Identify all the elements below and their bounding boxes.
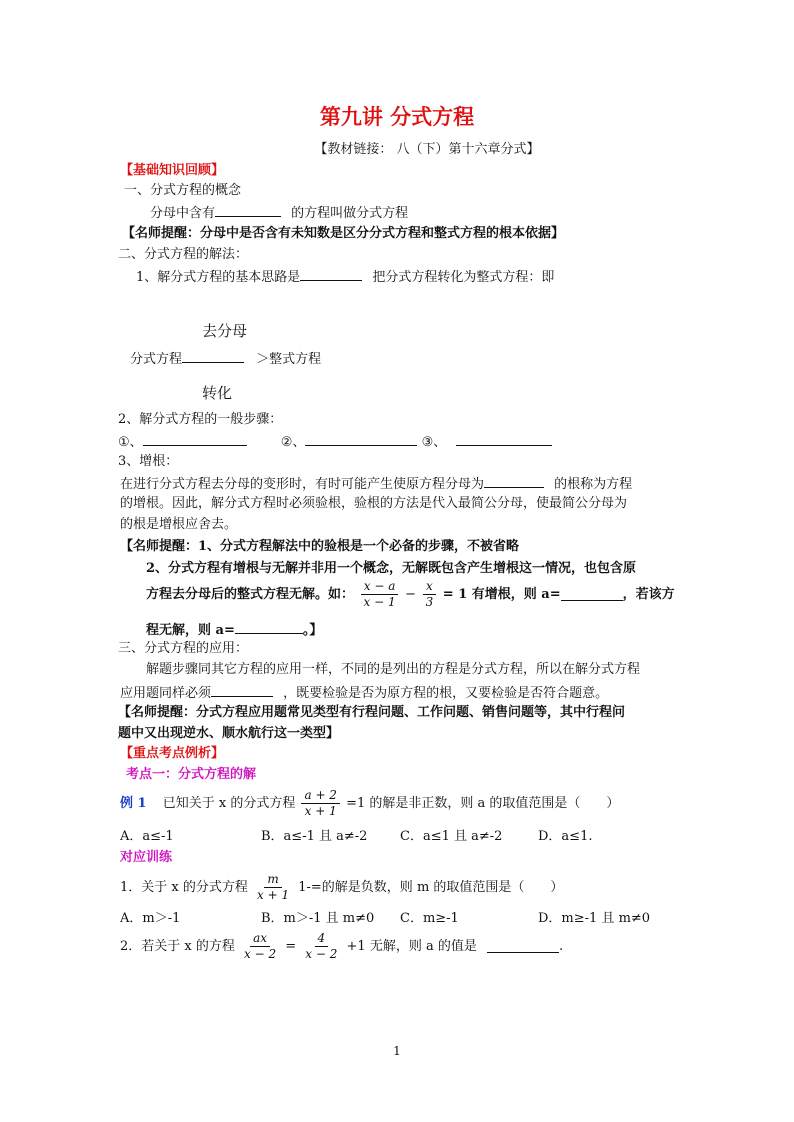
- teacher-tip-2-line-2: 2、分式方程有增根与无解并非用一个概念，无解既包含产生增根这一情况，也包含原: [146, 561, 637, 576]
- fraction-a-plus-2: [301, 789, 339, 818]
- page-number: 1: [393, 1044, 401, 1058]
- teacher-tip-1: 【名师提醒：分母中是否含有未知数是区分分式方程和整式方程的根本依据】: [122, 226, 565, 241]
- example-1: [120, 789, 619, 818]
- application-text-1: 解题步骤同其它方程的应用一样，不同的是列出的方程是分式方程，所以在解分式方程: [146, 662, 641, 677]
- teacher-tip-2-line-4: [146, 621, 322, 639]
- question-1-option-c[interactable]: C．m≥-1: [400, 911, 459, 926]
- fraction-numerator: a + 2: [301, 789, 339, 804]
- fraction-denominator: x − 2: [305, 947, 338, 962]
- fraction-numerator: ax: [250, 932, 270, 947]
- flow-line: [130, 350, 321, 368]
- practice-heading: 对应训练: [120, 850, 173, 865]
- step-1-blank[interactable]: [143, 433, 247, 446]
- answer-blank[interactable]: [561, 588, 623, 601]
- fraction-ax-over-x-minus-2: [241, 932, 279, 961]
- question-2-text-b: +1 无解，则 a 的值是: [346, 938, 477, 954]
- flow-label-bottom: 转化: [202, 384, 233, 402]
- answer-blank[interactable]: [211, 684, 273, 697]
- fraction-numerator: x − a: [361, 580, 399, 595]
- step-3-blank[interactable]: [456, 433, 552, 446]
- textbook-link: 【教材链接： 八（下）第十六章分式】: [314, 142, 540, 157]
- fraction-numerator: x: [423, 580, 436, 595]
- tip2-text-d: 程无解，则 a=: [146, 623, 235, 638]
- section-basic-heading: 【基础知识回顾】: [120, 163, 225, 178]
- definition-text-b: 的方程叫做分式方程: [291, 206, 409, 221]
- method-line: [136, 268, 554, 286]
- example-1-text-b: =1 的解是非正数，则 a 的取值范围是（ ）: [346, 795, 620, 811]
- section-3-heading: 三、分式方程的应用：: [118, 641, 249, 656]
- example-1-option-c[interactable]: C．a≤1 且 a≠-2: [400, 829, 503, 844]
- section-2-heading: 二、分式方程的解法：: [118, 247, 249, 262]
- fraction-denominator: 3: [425, 595, 434, 610]
- flow-right: ＞整式方程: [256, 352, 322, 367]
- example-1-option-d[interactable]: D．a≤1.: [538, 829, 593, 844]
- key-point-1: 考点一：分式方程的解: [126, 767, 257, 782]
- teacher-tip-3-line-2: 题中又出现逆水、顺水航行这一类型】: [118, 726, 340, 741]
- answer-blank[interactable]: [484, 475, 544, 488]
- equals-sign: =: [285, 938, 297, 954]
- flow-left: 分式方程: [130, 352, 183, 367]
- application-text-2: [120, 684, 608, 702]
- question-2: [120, 932, 563, 961]
- fraction-denominator: x − 1: [363, 595, 396, 610]
- question-1: [120, 873, 563, 902]
- method-text-b: 把分式方程转化为整式方程：即: [372, 270, 555, 285]
- extraneous-text-3: 的根是增根应舍去。: [120, 517, 238, 532]
- example-1-text-a: 已知关于 x 的分式方程: [162, 795, 296, 811]
- example-1-option-a[interactable]: A．a≤-1: [120, 829, 174, 844]
- fraction-denominator: x − 2: [244, 947, 277, 962]
- steps-line: [118, 433, 552, 451]
- section-key-heading: 【重点考点例析】: [120, 746, 225, 761]
- flow-label-top: 去分母: [202, 322, 248, 340]
- step-2-label: ②、: [280, 435, 306, 450]
- question-2-text-a: 2．若关于 x 的方程: [120, 938, 235, 954]
- minus-sign: −: [405, 586, 417, 602]
- method-text-a: 1、解分式方程的基本思路是: [136, 270, 301, 285]
- fraction-x-over-3: [423, 580, 437, 609]
- definition-line: [150, 204, 408, 222]
- question-2-end: .: [558, 938, 564, 954]
- extraneous-root-heading: 3、增根：: [118, 454, 179, 469]
- tip2-text-c: ，若该方: [622, 586, 675, 602]
- fraction-4-over-x-minus-2: [302, 932, 340, 961]
- fraction-numerator: 4: [315, 932, 329, 947]
- application-text-2a: 应用题同样必须: [120, 686, 212, 701]
- extraneous-text-1: [120, 475, 632, 493]
- question-1-option-a[interactable]: A．m＞-1: [120, 911, 181, 926]
- teacher-tip-2-line-3: [146, 580, 675, 609]
- page-title: 第九讲 分式方程: [319, 104, 475, 129]
- answer-blank[interactable]: [300, 268, 362, 281]
- tip2-text-e: 。】: [302, 623, 323, 638]
- question-1-option-d[interactable]: D．m≥-1 且 m≠0: [538, 911, 651, 926]
- extraneous-text-2: 的增根。因此，解分式方程时必须验根，验根的方法是代入最简公分母，使最简公分母为: [120, 496, 628, 511]
- answer-blank[interactable]: [215, 204, 281, 217]
- fraction-x-minus-a: [361, 580, 399, 609]
- step-3-label: ③、: [421, 435, 447, 450]
- answer-blank[interactable]: [235, 621, 303, 634]
- tip2-text-b: = 1 有增根，则 a=: [442, 586, 561, 602]
- extraneous-text-1a: 在进行分式方程去分母的变形时，有时可能产生使原方程分母为: [120, 477, 485, 492]
- answer-blank[interactable]: [487, 940, 559, 953]
- application-text-2b: ，既要检验是否为原方程的根，又要检验是否符合题意。: [283, 686, 609, 701]
- step-2-blank[interactable]: [305, 433, 417, 446]
- section-1-heading: 一、分式方程的概念: [124, 183, 242, 198]
- flow-arrow-line: [182, 350, 244, 363]
- teacher-tip-2-line-1: 【名师提醒：1、分式方程解法中的验根是一个必备的步骤，不被省略: [120, 539, 520, 554]
- example-1-option-b[interactable]: B．a≤-1 且 a≠-2: [261, 829, 368, 844]
- question-1-text-a: 1．关于 x 的分式方程: [120, 879, 248, 895]
- question-1-text-b: 1-=的解是负数，则 m 的取值范围是（ ）: [298, 879, 564, 895]
- teacher-tip-3-line-1: 【名师提醒：分式方程应用题常见类型有行程问题、工作问题、销售问题等，其中行程问: [118, 705, 626, 720]
- fraction-denominator: x + 1: [257, 888, 290, 903]
- steps-heading: 2、解分式方程的一般步骤：: [118, 412, 283, 427]
- tip2-text-a: 方程去分母后的整式方程无解。如：: [146, 586, 355, 602]
- definition-text-a: 分母中含有: [150, 206, 216, 221]
- step-1-label: ①、: [118, 435, 143, 450]
- example-1-label: 例 1: [120, 795, 147, 811]
- fraction-denominator: x + 1: [304, 804, 337, 819]
- question-1-option-b[interactable]: B．m＞-1 且 m≠0: [261, 911, 375, 926]
- fraction-m-over-x-plus-1: [254, 873, 292, 902]
- fraction-numerator: m: [264, 873, 281, 888]
- extraneous-text-1b: 的根称为方程: [554, 477, 633, 492]
